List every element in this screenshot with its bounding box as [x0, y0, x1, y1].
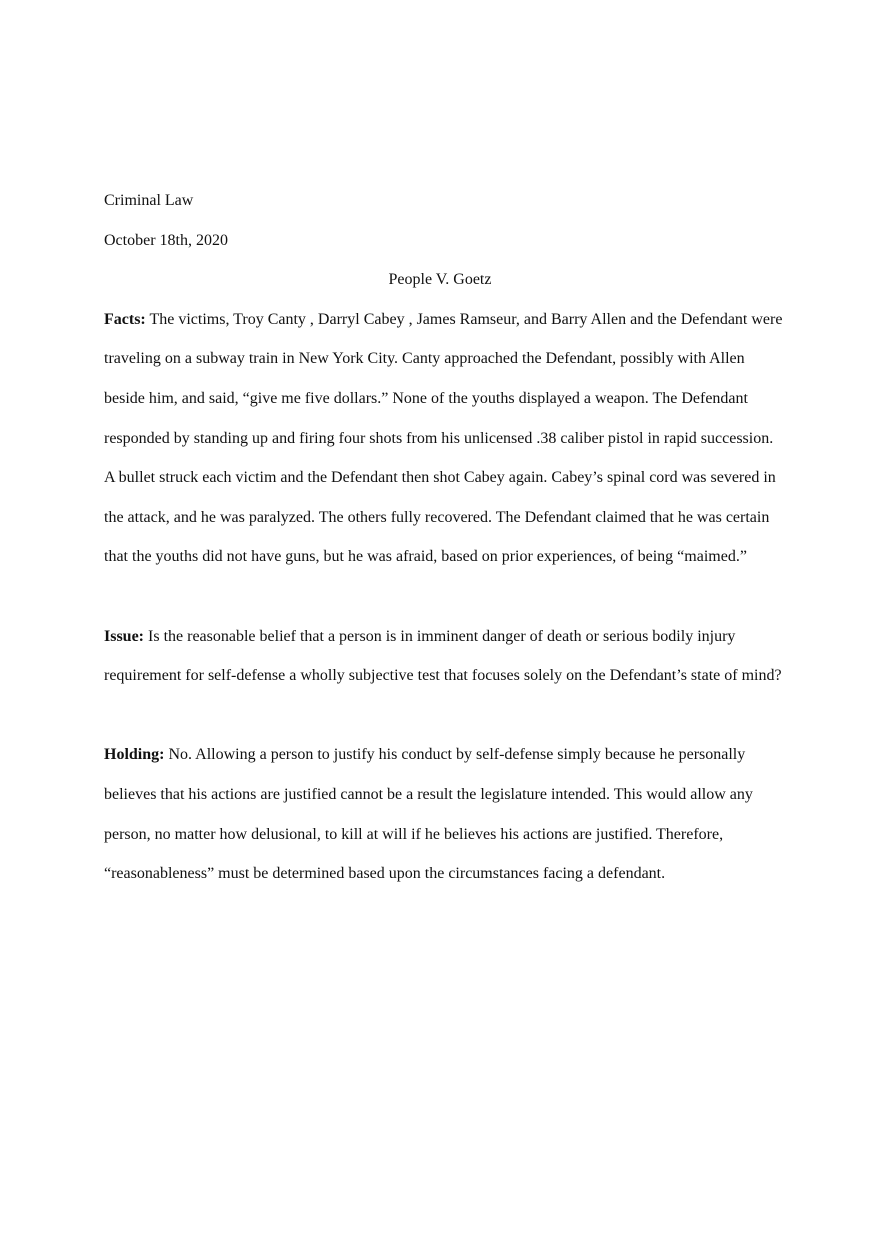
document-body: [104, 181, 784, 894]
facts-text: The victims, Troy Canty , Darryl Cabey , James Ramseur, and Barry Allen and the Defendant were traveling on a subway train in New York City. Canty approached the Defendant, possibly with Allen beside him, and said, “give me five dollars.” None of the youths displayed a weapon. The Defendant responded by standing up and firing four shots from his unlicensed .38 caliber pistol in rapid succession. A bullet struck each victim and the Defendant then shot Cabey again. Cabey’s spinal cord was severed in the attack, and he was paralyzed. The others fully recovered. The Defendant claimed that he was certain that the youths did not have guns, but he was afraid, based on prior experiences, of being “maimed.”: [104, 310, 783, 566]
paragraph-gap: [104, 577, 784, 617]
issue-label: Issue:: [104, 627, 145, 645]
document-date: October 18th, 2020: [104, 231, 228, 249]
holding-label: Holding:: [104, 746, 165, 764]
paragraph-gap: [104, 696, 784, 736]
holding-paragraph: [104, 735, 784, 893]
facts-label: Facts:: [104, 310, 146, 328]
issue-paragraph: [104, 617, 784, 696]
course-name: Criminal Law: [104, 192, 194, 209]
holding-text: No. Allowing a person to justify his conduct by self-defense simply because he personally believes that his actions are justified cannot be a result the legislature intended. This would allow any person, no matter how delusional, to kill at will if he believes his actions are justified. Therefore, “reasonableness” must be determined based upon the circumstances facing a defendant.: [104, 746, 753, 883]
issue-text: Is the reasonable belief that a person is in imminent danger of death or serious bodily injury requirement for self-defense a wholly subjective test that focuses solely on the Defendant’s state of mind?: [104, 627, 782, 685]
facts-paragraph: [104, 300, 784, 577]
case-title: People V. Goetz: [388, 271, 492, 289]
